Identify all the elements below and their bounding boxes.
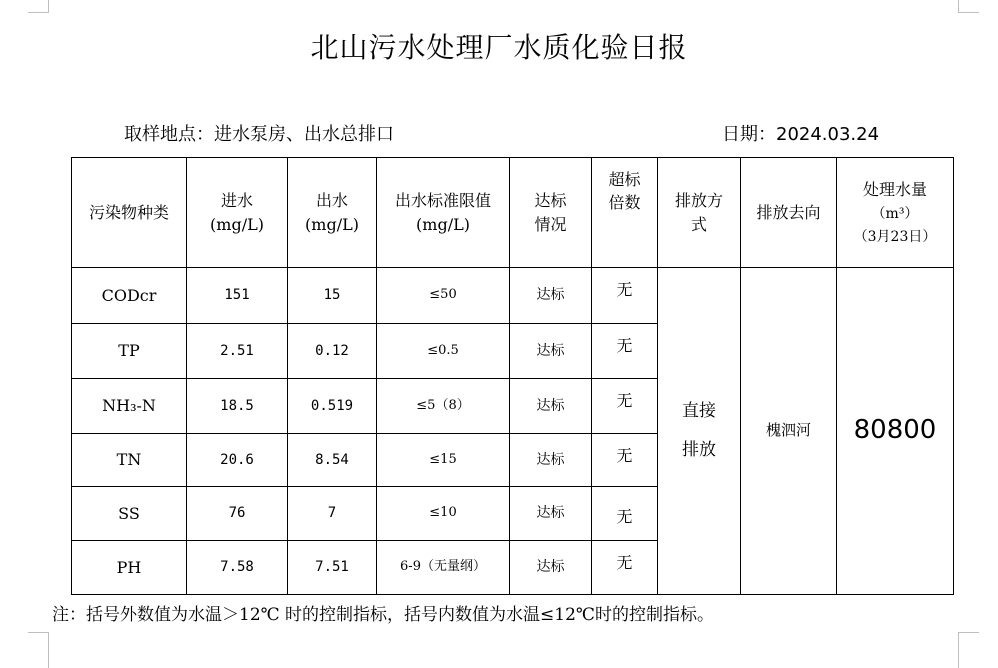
influent-value: 2.51 [187,324,288,379]
limit-value: ≤0.5 [377,324,510,379]
footnote: 注：括号外数值为水温＞12℃ 时的控制指标，括号内数值为水温≤12℃时的控制指标。 [52,605,714,625]
pollutant-name: PH [72,541,187,595]
limit-value: ≤10 [377,487,510,541]
exceed-multiple: 无 [592,379,658,434]
discharge-method: 直接 排放 [658,268,741,595]
limit-value: ≤15 [377,434,510,487]
compliance-status: 达标 [510,541,592,595]
effluent-value: 15 [288,268,377,324]
pollutant-name: NH₃-N [72,379,187,434]
effluent-value: 7.51 [288,541,377,595]
discharge-destination: 槐泗河 [741,268,837,595]
header-treated-volume: 处理水量 （m³） （3月23日） [837,158,954,268]
pollutant-name: TN [72,434,187,487]
limit-value: 6-9（无量纲） [377,541,510,595]
treated-volume: 80800 [837,268,954,595]
header-compliance: 达标 情况 [510,158,592,268]
influent-value: 18.5 [187,379,288,434]
header-limit: 出水标准限值 (mg/L) [377,158,510,268]
header-exceed-multiple: 超标 倍数 [592,158,658,268]
exceed-multiple: 无 [592,487,658,541]
effluent-value: 8.54 [288,434,377,487]
page-corner-top-left [28,0,49,13]
report-title: 北山污水处理厂水质化验日报 [310,31,688,64]
header-effluent: 出水 (mg/L) [288,158,377,268]
exceed-multiple: 无 [592,268,658,324]
exceed-multiple: 无 [592,434,658,487]
limit-value: ≤5（8） [377,379,510,434]
header-influent: 进水 (mg/L) [187,158,288,268]
influent-value: 20.6 [187,434,288,487]
water-quality-table [71,157,954,595]
effluent-value: 0.12 [288,324,377,379]
compliance-status: 达标 [510,268,592,324]
compliance-status: 达标 [510,379,592,434]
report-date: 日期：2024.03.24 [722,124,880,145]
page-corner-bottom-right [958,632,979,668]
pollutant-name: SS [72,487,187,541]
table-header-row [72,158,954,268]
influent-value: 7.58 [187,541,288,595]
exceed-multiple: 无 [592,541,658,595]
header-pollutant: 污染物种类 [72,158,187,268]
influent-value: 151 [187,268,288,324]
page-corner-bottom-left [28,632,49,668]
pollutant-name: TP [72,324,187,379]
effluent-value: 7 [288,487,377,541]
header-discharge-method: 排放方 式 [658,158,741,268]
limit-value: ≤50 [377,268,510,324]
influent-value: 76 [187,487,288,541]
table-row [72,268,954,324]
compliance-status: 达标 [510,434,592,487]
effluent-value: 0.519 [288,379,377,434]
compliance-status: 达标 [510,487,592,541]
header-discharge-destination: 排放去向 [741,158,837,268]
compliance-status: 达标 [510,324,592,379]
page-corner-top-right [958,0,979,13]
sampling-location: 取样地点：进水泵房、出水总排口 [124,124,394,145]
exceed-multiple: 无 [592,324,658,379]
pollutant-name: CODcr [72,268,187,324]
